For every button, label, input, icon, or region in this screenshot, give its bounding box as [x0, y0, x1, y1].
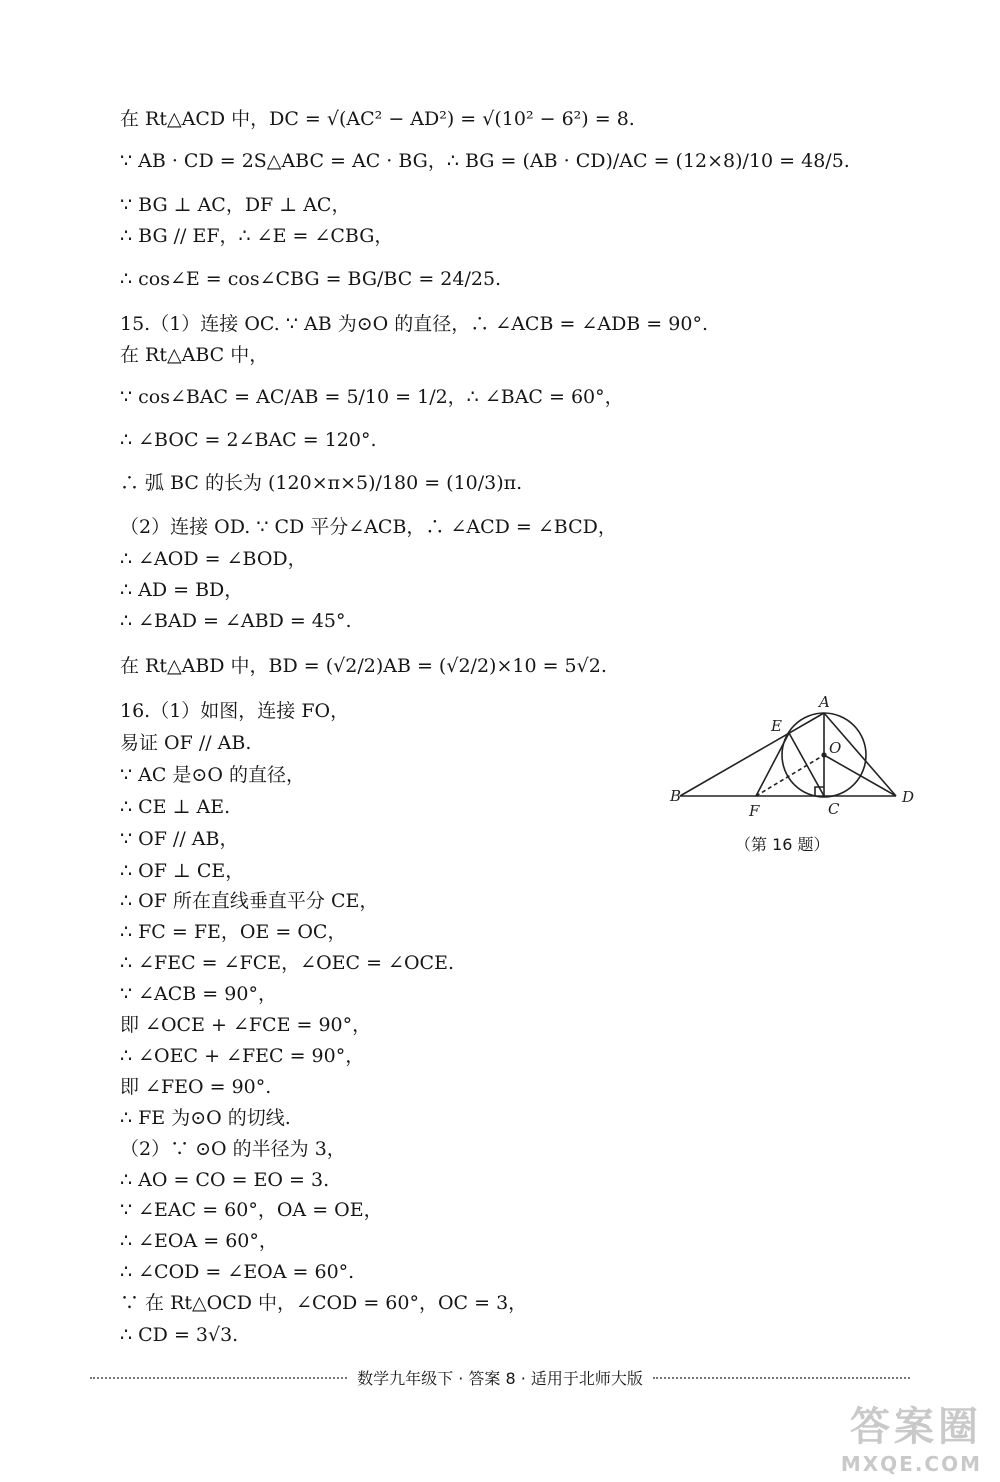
watermark-url: MXQE.COM	[840, 1452, 982, 1476]
text-line: ∵ BG ⊥ AC，DF ⊥ AC，	[120, 194, 351, 216]
text-line: ∵ AB · CD = 2S△ABC = AC · BG，∴ BG = (AB · CD)/AC = (12×8)/10 = 48/5.	[120, 150, 850, 172]
watermark-logo	[841, 1395, 982, 1476]
text-line: ∴ ∠BOC = 2∠BAC = 120°.	[120, 429, 377, 451]
footer-text: 数学九年级下 · 答案 8 · 适用于北师大版	[357, 1369, 643, 1388]
text-line: ∵ OF // AB，	[120, 828, 239, 850]
text-line: ∴ CE ⊥ AE.	[120, 796, 231, 818]
text-line: ∵ AC 是⊙O 的直径，	[120, 764, 305, 786]
text-line: ∵ ∠EAC = 60°，OA = OE，	[120, 1199, 383, 1221]
label-d: D	[902, 788, 915, 806]
text-line: ∴ OF 所在直线垂直平分 CE，	[120, 890, 379, 912]
text-line: ∴ ∠COD = ∠EOA = 60°.	[120, 1261, 355, 1283]
text-line: ∴ cos∠E = cos∠CBG = BG/BC = 24/25.	[120, 268, 502, 290]
text-line: 即 ∠FEO = 90°.	[120, 1076, 272, 1098]
text-line: （2）连接 OD. ∵ CD 平分∠ACB，∴ ∠ACD = ∠BCD，	[120, 516, 617, 538]
label-o: O	[829, 739, 842, 757]
label-e: E	[771, 717, 782, 735]
point-o	[821, 752, 826, 757]
text-line: （2）∵ ⊙O 的半径为 3，	[120, 1138, 346, 1160]
page-footer	[80, 1366, 920, 1389]
text-line: 即 ∠OCE + ∠FCE = 90°，	[120, 1014, 372, 1036]
text-line: ∴ FE 为⊙O 的切线.	[120, 1107, 291, 1129]
text-line: ∴ ∠OEC + ∠FEC = 90°，	[120, 1045, 365, 1067]
text-line: ∴ ∠AOD = ∠BOD，	[120, 548, 307, 570]
text-line: ∴ BG // EF，∴ ∠E = ∠CBG，	[120, 225, 394, 247]
label-a: A	[819, 693, 830, 711]
text-line: 易证 OF // AB.	[120, 732, 252, 754]
text-line: ∵ 在 Rt△OCD 中，∠COD = 60°，OC = 3，	[120, 1292, 528, 1314]
text-line: ∴ FC = FE，OE = OC，	[120, 921, 347, 943]
label-f: F	[749, 802, 760, 820]
text-line: ∴ ∠EOA = 60°，	[120, 1230, 278, 1252]
footer-dots-left	[90, 1377, 347, 1379]
line-od	[824, 755, 896, 796]
text-line: 在 Rt△ABC 中，	[120, 344, 269, 366]
text-line: ∴ 弧 BC 的长为 (120×π×5)/180 = (10/3)π.	[120, 472, 523, 494]
label-c: C	[828, 800, 840, 818]
text-line: ∴ CD = 3√3.	[120, 1324, 239, 1346]
text-line: 在 Rt△ABD 中，BD = (√2/2)AB = (√2/2)×10 = 5√2.	[120, 655, 607, 677]
line-ba	[680, 713, 824, 796]
text-line: ∴ AO = CO = EO = 3.	[120, 1169, 330, 1191]
footer-dots-right	[653, 1377, 910, 1379]
text-line: ∵ ∠ACB = 90°，	[120, 983, 277, 1005]
text-line: ∵ cos∠BAC = AC/AB = 5/10 = 1/2，∴ ∠BAC = 60°，	[120, 386, 624, 408]
label-b: B	[670, 787, 682, 805]
watermark-title: 答案圈	[850, 1404, 982, 1450]
text-line: ∴ ∠BAD = ∠ABD = 45°.	[120, 610, 352, 632]
text-line: ∴ ∠FEC = ∠FCE，∠OEC = ∠OCE.	[120, 952, 454, 974]
text-line: 15.（1）连接 OC. ∵ AB 为⊙O 的直径，∴ ∠ACB = ∠ADB = 90°.	[120, 313, 708, 335]
text-line: ∴ OF ⊥ CE，	[120, 860, 245, 882]
figure-caption: （第 16 题）	[735, 835, 830, 854]
text-line: 在 Rt△ACD 中，DC = √(AC² − AD²) = √(10² − 6²) = 8.	[120, 108, 635, 130]
text-line: 16.（1）如图，连接 FO，	[120, 700, 350, 722]
text-line: ∴ AD = BD，	[120, 579, 244, 601]
